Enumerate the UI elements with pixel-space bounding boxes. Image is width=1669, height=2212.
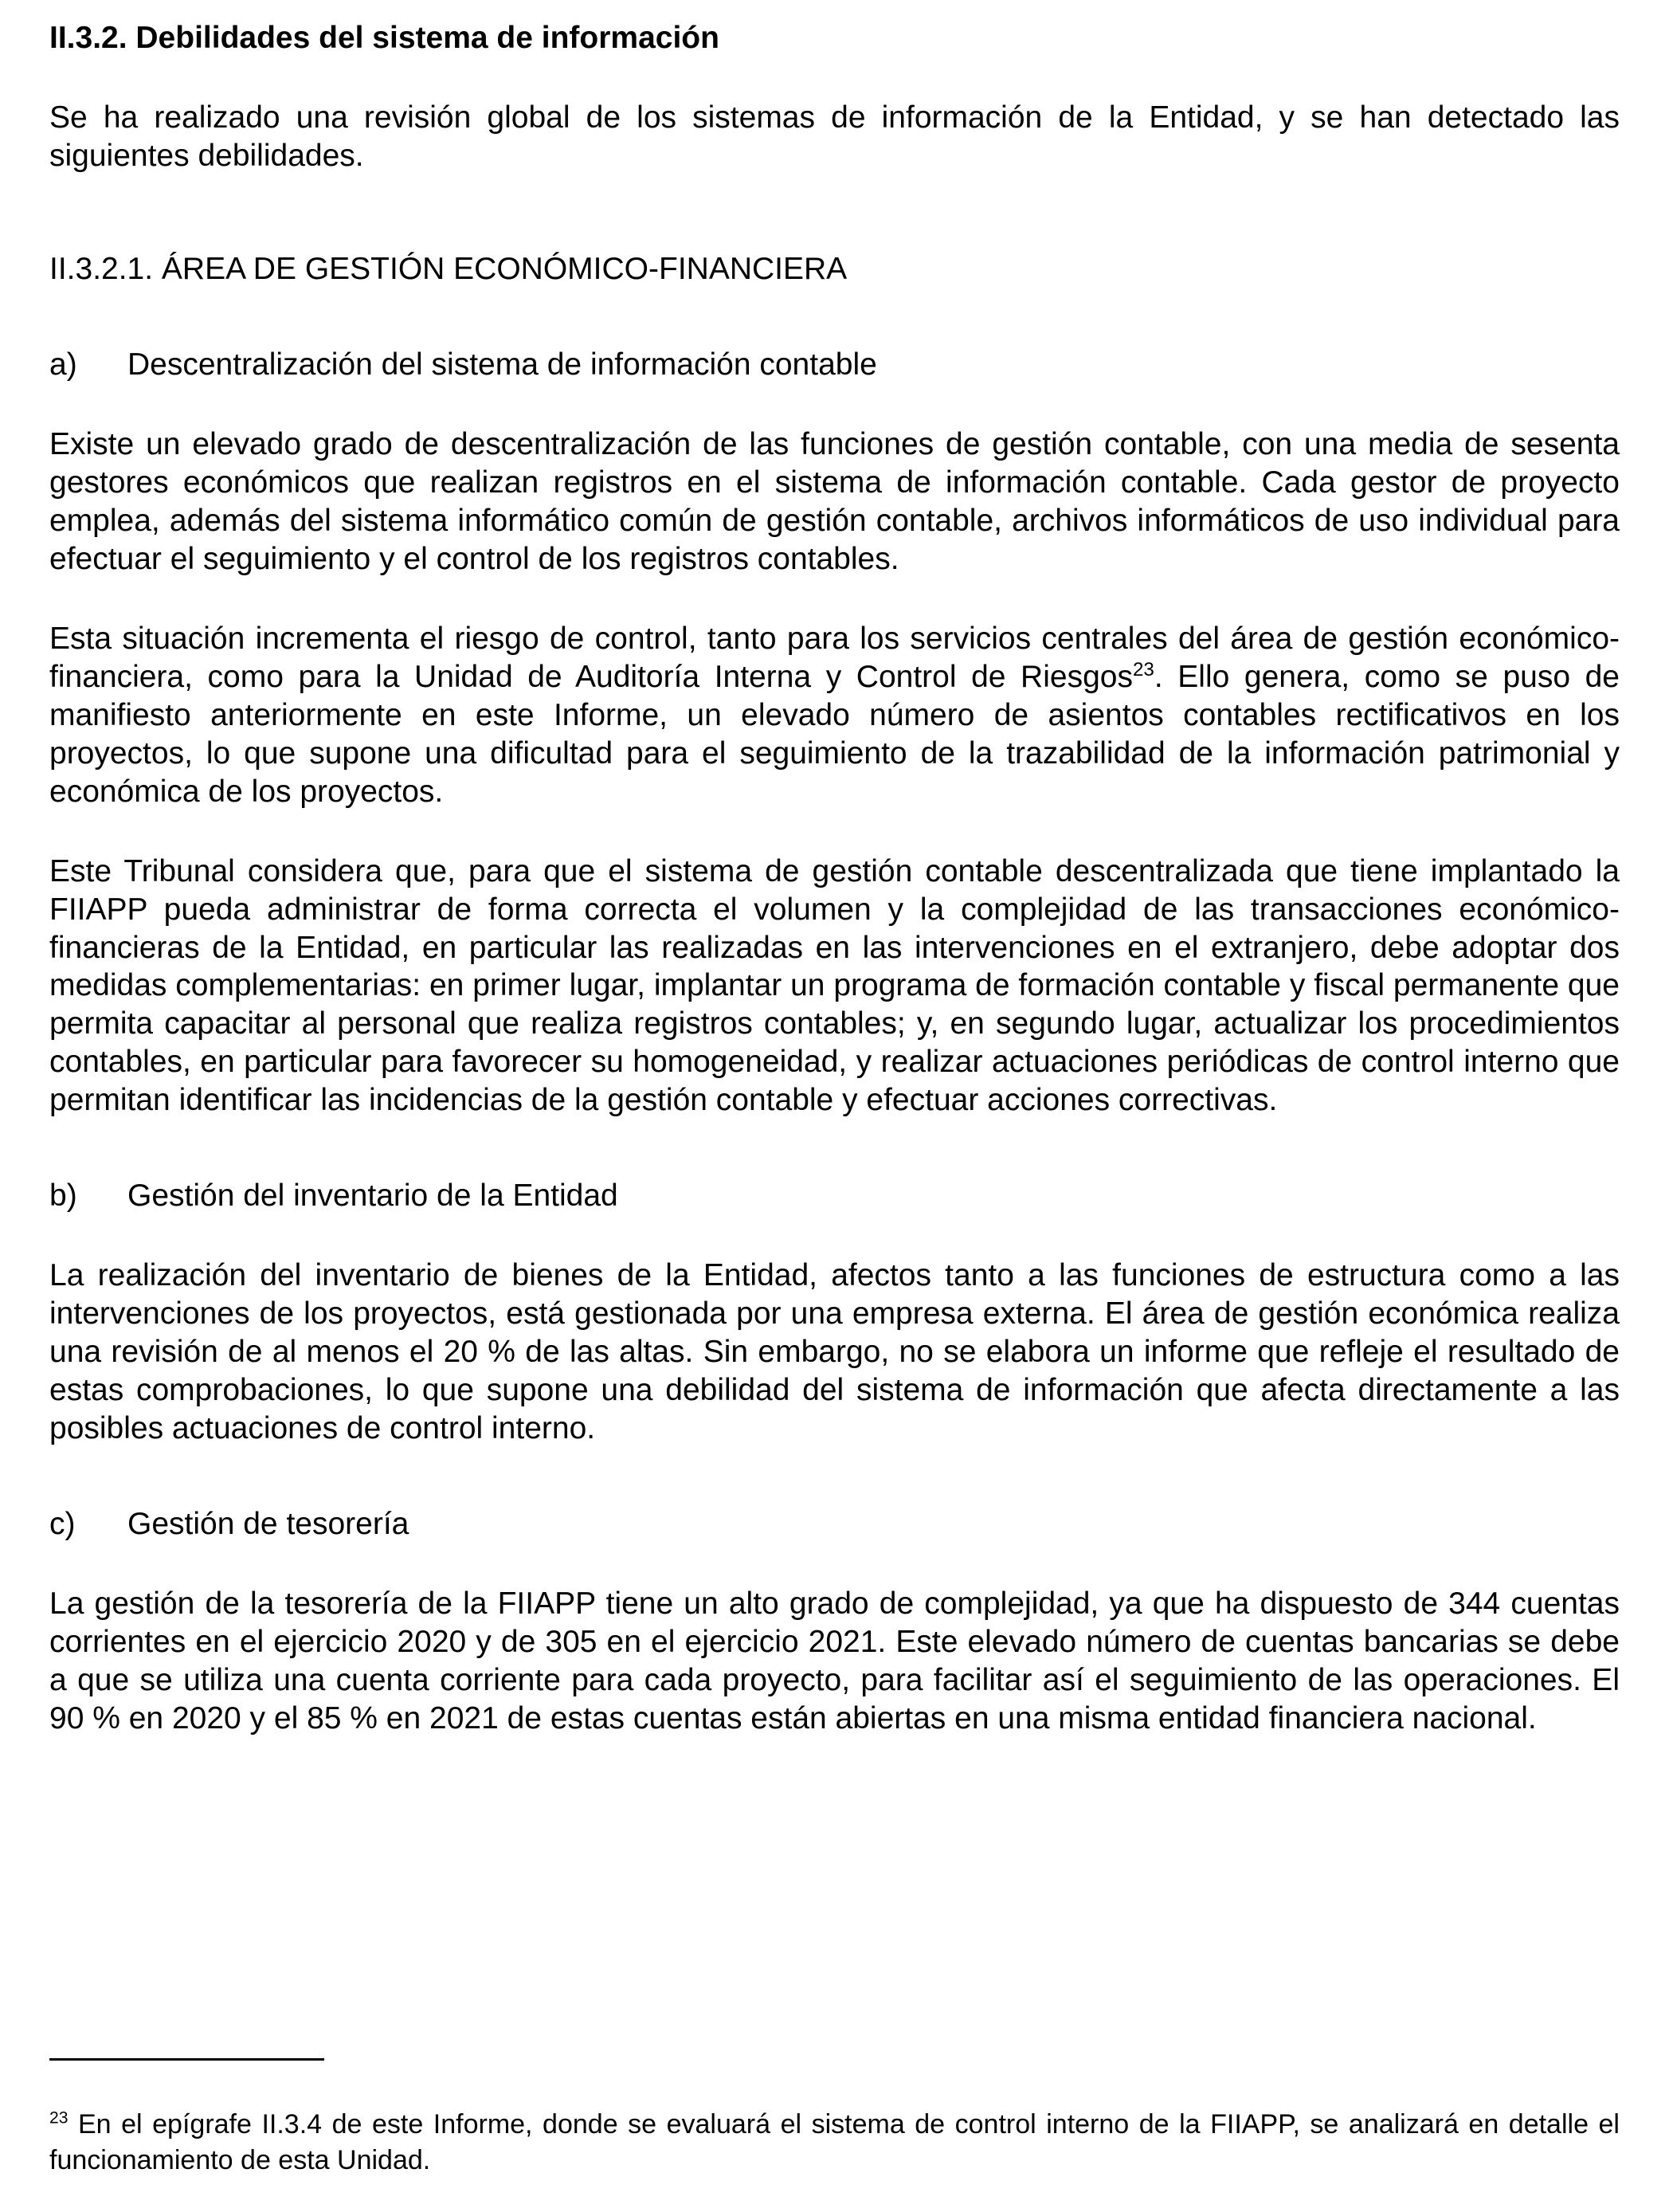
list-item-a-heading [49, 346, 1620, 384]
item-a-title: Descentralización del sistema de información contable [127, 347, 877, 382]
item-c-paragraph-1: La gestión de la tesorería de la FIIAPP tiene un alto grado de complejidad, ya que ha dispuesto de 344 cuentas corrientes en el ejercicio 2020 y de 305 en el ejercicio 2021. Este elevado número de cuentas bancarias se debe a que se utiliza una cuenta corriente para cada proyecto, para facilitar así el seguimiento de las operaciones. El 90 % en 2020 y el 85 % en 2021 de estas cuentas están abiertas en una misma entidad financiera nacional. [49, 1586, 1620, 1736]
item-a-letter: a) [49, 347, 77, 382]
item-b-paragraph-1: La realización del inventario de bienes de la Entidad, afectos tanto a las funciones de estructura como a las intervenciones de los proyectos, está gestionada por una empresa externa. El área de gestión económica realiza una revisión de al menos el 20 % de las altas. Sin embargo, no se elabora un informe que refleje el resultado de estas comprobaciones, lo que supone una debilidad del sistema de información que afecta directamente a las posibles actuaciones de control interno. [49, 1258, 1620, 1446]
footnote-text: En el epígrafe II.3.4 de este Informe, donde se evaluará el sistema de control interno de la FIIAPP, se analizará en detalle el funcionamiento de esta Unidad. [49, 2109, 1620, 2176]
item-a-paragraph-3: Este Tribunal considera que, para que el sistema de gestión contable descentralizada que tiene implantado la FIIAPP pueda administrar de forma correcta el volumen y la complejidad de las transacciones económico-financieras de la Entidad, en particular las realizadas en las intervenciones en el extranjero, debe adoptar dos medidas complementarias: en primer lugar, implantar un programa de formación contable y fiscal permanente que permita capacitar al personal que realiza registros contables; y, en segundo lugar, actualizar los procedimientos contables, en particular para favorecer su homogeneidad, y realizar actuaciones periódicas de control interno que permitan identificar las incidencias de la gestión contable y efectuar acciones correctivas. [49, 853, 1620, 1118]
item-a-paragraph-2-text-before: Esta situación incrementa el riesgo de control, tanto para los servicios centrales del área de gestión económico-financiera, como para la Unidad de Auditoría Interna y Control de Riesgos [49, 621, 1620, 694]
section-heading: II.3.2. Debilidades del sistema de información [49, 21, 719, 55]
footnote-reference: 23 [1132, 658, 1154, 680]
footnote-marker: 23 [49, 2108, 69, 2128]
subsection-heading: II.3.2.1. ÁREA DE GESTIÓN ECONÓMICO-FINANCIERA [49, 251, 848, 286]
item-a-paragraph-2-text-after: . Ello genera, como se puso de manifiesto anteriormente en este Informe, un elevado número de asientos contables rectificativos en los proyectos, lo que supone una dificultad para el seguimiento de la trazabilidad de la información patrimonial y económica de los proyectos. [49, 659, 1620, 809]
item-c-title: Gestión de tesorería [127, 1507, 409, 1542]
item-a-paragraph-2 [49, 620, 1620, 811]
list-item-c-heading [49, 1505, 1620, 1543]
footnote-area [49, 2058, 1620, 2179]
item-c-letter: c) [49, 1507, 76, 1542]
footnote [49, 2107, 1620, 2179]
item-a-paragraph-1: Existe un elevado grado de descentralización de las funciones de gestión contable, con una media de sesenta gestores económicos que realizan registros en el sistema de información contable. Cada gestor de proyecto emplea, además del sistema informático común de gestión contable, archivos informáticos de uso individual para efectuar el seguimiento y el control de los registros contables. [49, 426, 1620, 576]
list-item-b-heading [49, 1177, 1620, 1215]
item-b-letter: b) [49, 1179, 77, 1214]
item-b-title: Gestión del inventario de la Entidad [127, 1179, 618, 1214]
footnote-separator [49, 2058, 324, 2061]
intro-paragraph: Se ha realizado una revisión global de los sistemas de información de la Entidad, y se han detectado las siguientes debilidades. [49, 100, 1620, 173]
